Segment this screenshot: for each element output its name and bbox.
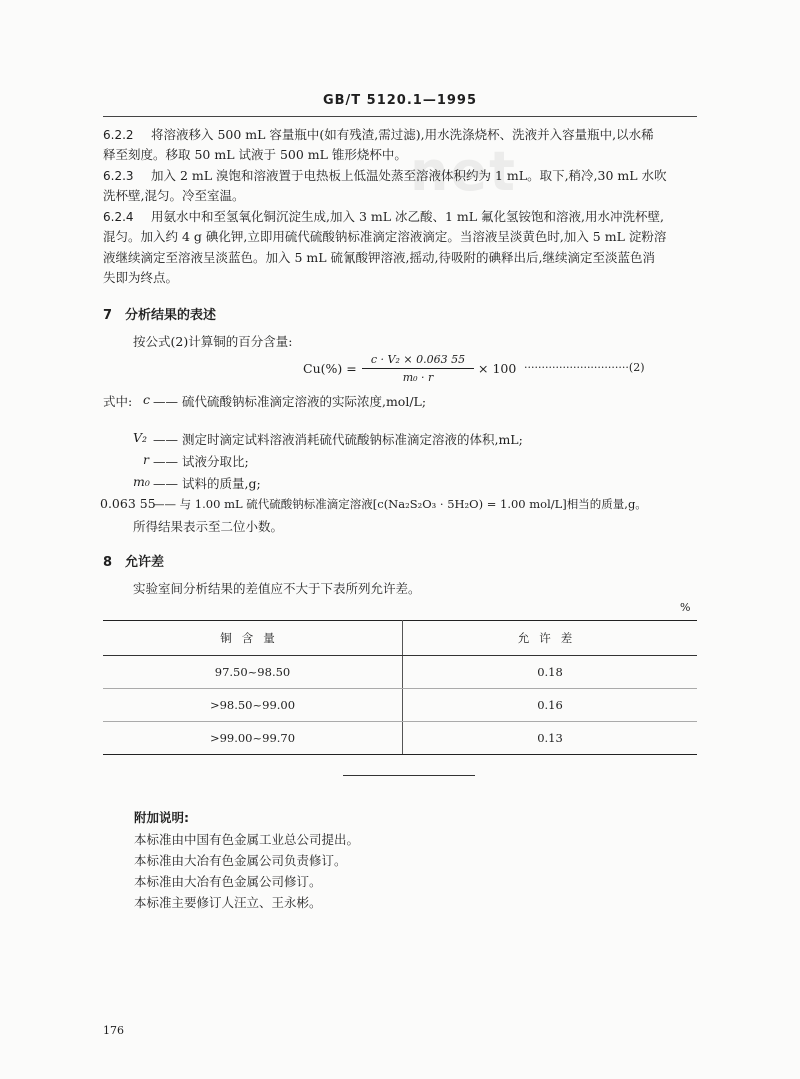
para-6-2-3-line-2: 洗杯壁,混匀。冷至室温。: [103, 188, 245, 203]
appendix-line: 本标准由大冶有色金属公司修订。: [134, 874, 322, 889]
table-cell-range: 97.50~98.50: [103, 656, 403, 689]
def-constant-text: —— 与 1.00 mL 硫代硫酸钠标准滴定溶液[c(Na₂S₂O₃ · 5H₂O) = 1.00 mol/L]相当的质量,g。: [153, 497, 647, 511]
result-note: 所得结果表示至二位小数。: [133, 519, 284, 534]
appendix-line: 本标准由大冶有色金属公司负责修订。: [134, 853, 347, 868]
para-6-2-4-line-1: 6.2.4 用氨水中和至氢氧化铜沉淀生成,加入 3 mL 冰乙酸、1 mL 氟化氢铵饱和溶液,用水冲洗杯壁,: [103, 209, 665, 224]
def-r-text: —— 试液分取比;: [153, 454, 249, 469]
where-prefix: 式中:: [103, 394, 133, 409]
table-cell-tolerance: 0.13: [403, 722, 698, 755]
appendix-line: 本标准由中国有色金属工业总公司提出。: [134, 832, 360, 847]
para-6-2-4-line-3: 液继续滴定至溶液呈淡蓝色。加入 5 mL 硫氰酸钾溶液,摇动,待吸附的碘释出后,继续滴定至淡蓝色消: [103, 250, 655, 265]
table-cell-range: >98.50~99.00: [103, 689, 403, 722]
formula-fraction-bar: [362, 368, 474, 369]
def-c-symbol: c: [143, 392, 151, 407]
formula-equation-number: ······························(2): [524, 361, 645, 374]
appendix-title: 附加说明:: [134, 810, 189, 825]
formula-lhs: Cu(%) =: [303, 361, 357, 376]
appendix-line: 本标准主要修订人汪立、王永彬。: [134, 895, 322, 910]
table-row: [103, 689, 697, 722]
formula-numerator: c · V₂ × 0.063 55: [370, 353, 466, 366]
section-7-title: 7 分析结果的表述: [103, 308, 217, 323]
table-header-tolerance: 允许差: [403, 621, 698, 656]
page-number: 176: [103, 1024, 124, 1037]
def-v2-text: —— 测定时滴定试料溶液消耗硫代硫酸钠标准滴定溶液的体积,mL;: [153, 432, 523, 447]
formula-tail: × 100: [478, 361, 517, 376]
def-c-text: —— 硫代硫酸钠标准滴定溶液的实际浓度,mol/L;: [153, 394, 427, 409]
para-6-2-3-line-1: 6.2.3 加入 2 mL 溴饱和溶液置于电热板上低温处蒸至溶液体积约为 1 mL。取下,稍冷,30 mL 水吹: [103, 168, 667, 183]
def-m0-symbol: m₀: [133, 474, 150, 489]
table-cell-tolerance: 0.16: [403, 689, 698, 722]
end-rule: [343, 775, 475, 776]
section-8-intro: 实验室间分析结果的差值应不大于下表所列允许差。: [133, 581, 421, 596]
standard-code-header: GB/T 5120.1—1995: [322, 93, 478, 108]
section-7-intro: 按公式(2)计算铜的百分含量:: [133, 334, 293, 349]
table-cell-tolerance: 0.18: [403, 656, 698, 689]
def-m0-text: —— 试料的质量,g;: [153, 476, 261, 491]
watermark: net: [410, 140, 517, 203]
table-row: [103, 656, 697, 689]
table-header-copper-content: 铜含量: [103, 621, 403, 656]
header-rule: [103, 116, 697, 117]
tolerance-table: [103, 620, 697, 755]
para-6-2-2-line-2: 释至刻度。移取 50 mL 试液于 500 mL 锥形烧杯中。: [103, 147, 407, 162]
section-8-title: 8 允许差: [103, 555, 165, 570]
def-v2-symbol: V₂: [133, 430, 148, 445]
para-6-2-4-line-2: 混匀。加入约 4 g 碘化钾,立即用硫代硫酸钠标准滴定溶液滴定。当溶液呈淡黄色时,加入 5 mL 淀粉溶: [103, 229, 667, 244]
table-row: [103, 722, 697, 755]
table-header-row: [103, 621, 697, 656]
formula-denominator: m₀ · r: [402, 371, 434, 384]
para-6-2-4-line-4: 失即为终点。: [103, 270, 179, 285]
table-cell-range: >99.00~99.70: [103, 722, 403, 755]
para-6-2-2-line-1: 6.2.2 将溶液移入 500 mL 容量瓶中(如有残渣,需过滤),用水洗涤烧杯、洗液并入容量瓶中,以水稀: [103, 127, 654, 142]
def-r-symbol: r: [143, 452, 149, 467]
def-constant-symbol: 0.063 55: [100, 496, 156, 511]
table-unit: %: [680, 601, 691, 614]
